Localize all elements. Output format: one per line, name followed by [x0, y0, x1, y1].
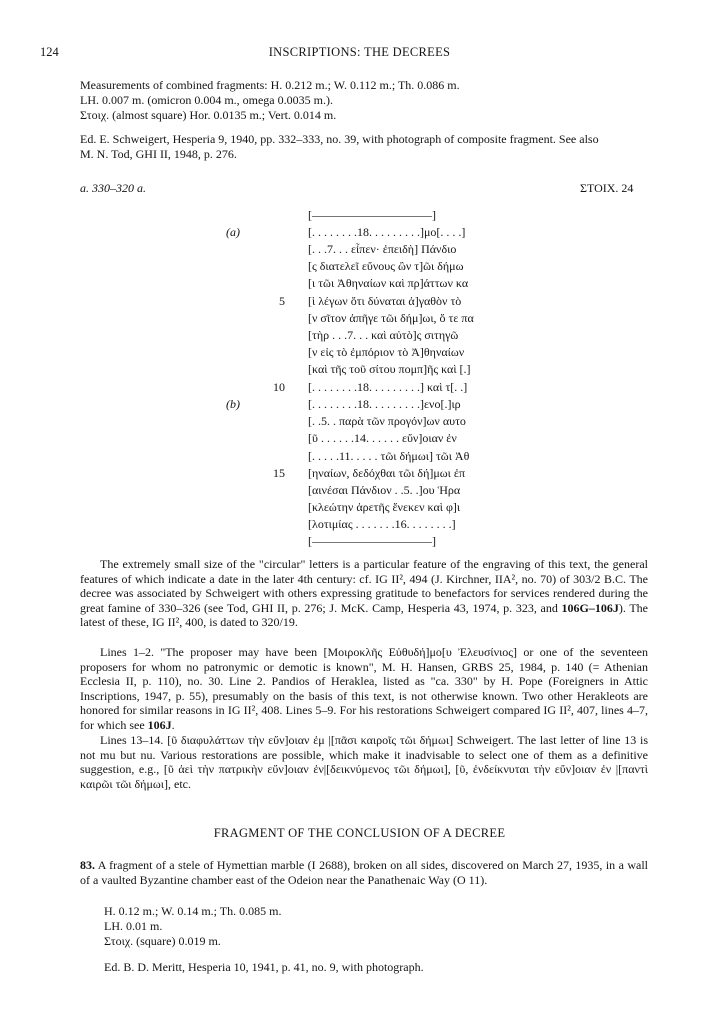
- commentary-bold-ref: 106J: [147, 717, 172, 732]
- commentary-text: .: [171, 717, 175, 732]
- commentary-text: Lines 1–2. "The proposer may have been [Μοιροκλῆς Εὐθυδή]μο[υ Ἐλευσίνιος] or one of the seventeen proposers for whom no patronymic or demotic is known", M. H. Hansen, GRBS 25, 1984, p. 140 (= Athenian Ecclesia II, p. 110), no. 30. Line 2. Pandios of Heraklea, listed as "ca. 330" by H. Pope (Foreigners in Attic Inscriptions, 1947, p. 55), presumably on the basis of this text, is not otherwise known. Two other Herakleots are honored for similar reasons in IG II², 408. Lines 5–9. For his restorations Schweigert compared IG II², 407, lines 4–7, for which see: [80, 645, 648, 732]
- inscription-line: [καὶ τῆς τοῦ σίτου πομπ]ῆς καὶ [.]: [308, 362, 471, 376]
- entry-number: 83.: [80, 858, 95, 872]
- inscription-line: [ῦ . . . . . .14. . . . . . εὔν]οιαν ἐν: [308, 431, 457, 445]
- measurement-line: Measurements of combined fragments: H. 0.212 m.; W. 0.112 m.; Th. 0.086 m.: [80, 78, 460, 92]
- inscription-line: [. . . . . . . .18. . . . . . . . .]μο[. . . .]: [308, 225, 466, 239]
- inscription-line: [ς διατελεῖ εὔνους ὢν τ]ῶι δήμω: [308, 259, 464, 273]
- inscription-line: [αινέσαι Πάνδιον . .5. .]ου Ἡρα: [308, 483, 461, 497]
- inscription-line: [ν σῖτον ἀπῆγε τῶι δήμ]ωι, ὅ τε πα: [308, 311, 474, 325]
- inscription-line: [ν εἰς τὸ ἐμπόριον τὸ Ἀ]θηναίων: [308, 345, 465, 359]
- inscription-line: [τὴρ . . .7. . . καὶ αὐτὸ]ς σιτηγῶ: [308, 328, 459, 342]
- inscription-line: [λοτιμίας . . . . . . .16. . . . . . . .]: [308, 517, 456, 531]
- measurement-line: LH. 0.007 m. (omicron 0.004 m., omega 0.0035 m.).: [80, 93, 333, 107]
- commentary-text: ). The latest of these, IG II², 400, is dated to 320/19.: [80, 600, 648, 630]
- entry-measurement-line: H. 0.12 m.; W. 0.14 m.; Th. 0.085 m.: [104, 904, 282, 918]
- inscription-line: [––––––––––––––––––––]: [308, 534, 436, 548]
- commentary-text: Lines 13–14. [ῦ διαφυλάττων τὴν εὔν]οιαν ἐμ |[πᾶσι καιροῖς τῶι δήμωι] Schweigert. The last letter of line 13 is not mu but nu. Various restorations are possible, which make it inadvisable to select one of them as a definitive suggestion, e.g., [ῦ ἀεὶ τὴν πατρικὴν εὔν]οιαν ἐν|[δεικνύμενος τῶι δήμωι], [ῦ, ἐνδείκνυται τὴν εὔν]οιαν ἐν |[παντὶ καιρῶι τῶι δήμωι], etc.: [80, 733, 648, 791]
- inscription-line: [ὶ λέγων ὅτι δύναται ἀ]γαθὸν τὸ: [308, 294, 462, 308]
- fragment-label-b: (b): [226, 397, 240, 411]
- section-title: FRAGMENT OF THE CONCLUSION OF A DECREE: [213, 826, 506, 840]
- line-number: 10: [273, 380, 285, 394]
- inscription-line: [. . . . .11. . . . . τῶι δήμωι] τῶι Ἀθ: [308, 449, 470, 463]
- line-number: 5: [279, 294, 285, 308]
- commentary-paragraph-2: [80, 645, 648, 733]
- commentary-paragraph-3: [80, 733, 648, 791]
- commentary-paragraph-1: [80, 557, 648, 630]
- commentary-bold-ref: 106G–106J: [561, 600, 619, 615]
- inscription-line: [. . .7. . . εἶπεν· ἐπειδὴ] Πάνδιο: [308, 242, 457, 256]
- inscription-line: [. .5. . παρὰ τῶν προγόν]ων αυτο: [308, 414, 466, 428]
- date-range: a. 330–320 a.: [80, 181, 146, 195]
- inscription-line: [ηναίων, δεδόχθαι τῶι δή]μωι ἐπ: [308, 466, 466, 480]
- page-number: 124: [40, 45, 59, 59]
- entry-edition-line: Ed. B. D. Meritt, Hesperia 10, 1941, p. 41, no. 9, with photograph.: [104, 960, 424, 974]
- commentary-text: The extremely small size of the "circular" letters is a particular feature of the engraving of this text, the general features of which indicate a date in the later 4th century: cf. IG II², 494 (J. Kirchner, IIA², no. 70) of 303/2 B.C. The decree was associated by Schweigert with others expressing gratitude to benefactors for services rendered during the great famine of 330–326 (see Tod, GHI II, p. 276; J. McK. Camp, Hesperia 43, 1974, p. 323, and: [80, 557, 648, 615]
- entry-text: A fragment of a stele of Hymettian marble (I 2688), broken on all sides, discovered on March 27, 1935, in a wall of a vaulted Byzantine chamber east of the Odeion near the Panathenaic Way (O 11).: [80, 858, 648, 887]
- stoichedon-count: ΣΤΟΙΧ. 24: [580, 181, 634, 195]
- inscription-line: [κλεώτην ἀρετῆς ἕνεκεν καὶ φ]ι: [308, 500, 461, 514]
- inscription-line: [. . . . . . . .18. . . . . . . . .]ενο[.]ιρ: [308, 397, 461, 411]
- running-head: INSCRIPTIONS: THE DECREES: [268, 45, 451, 59]
- fragment-label-a: (a): [226, 225, 240, 239]
- inscription-line: [. . . . . . . .18. . . . . . . . .] καὶ τ[. .]: [308, 380, 468, 394]
- inscription-line: [––––––––––––––––––––]: [308, 208, 436, 222]
- edition-line: M. N. Tod, GHI II, 1948, p. 276.: [80, 147, 237, 161]
- entry-measurement-line: LH. 0.01 m.: [104, 919, 163, 933]
- measurement-line: Στοιχ. (almost square) Hor. 0.0135 m.; Vert. 0.014 m.: [80, 108, 337, 122]
- entry-measurement-line: Στοιχ. (square) 0.019 m.: [104, 934, 221, 948]
- entry-83-description: [80, 858, 648, 887]
- inscription-line: [ι τῶι Ἀθηναίων καὶ πρ]άττων κα: [308, 276, 469, 290]
- edition-line: Ed. E. Schweigert, Hesperia 9, 1940, pp. 332–333, no. 39, with photograph of composite fragment. See also: [80, 132, 599, 146]
- line-number: 15: [273, 466, 285, 480]
